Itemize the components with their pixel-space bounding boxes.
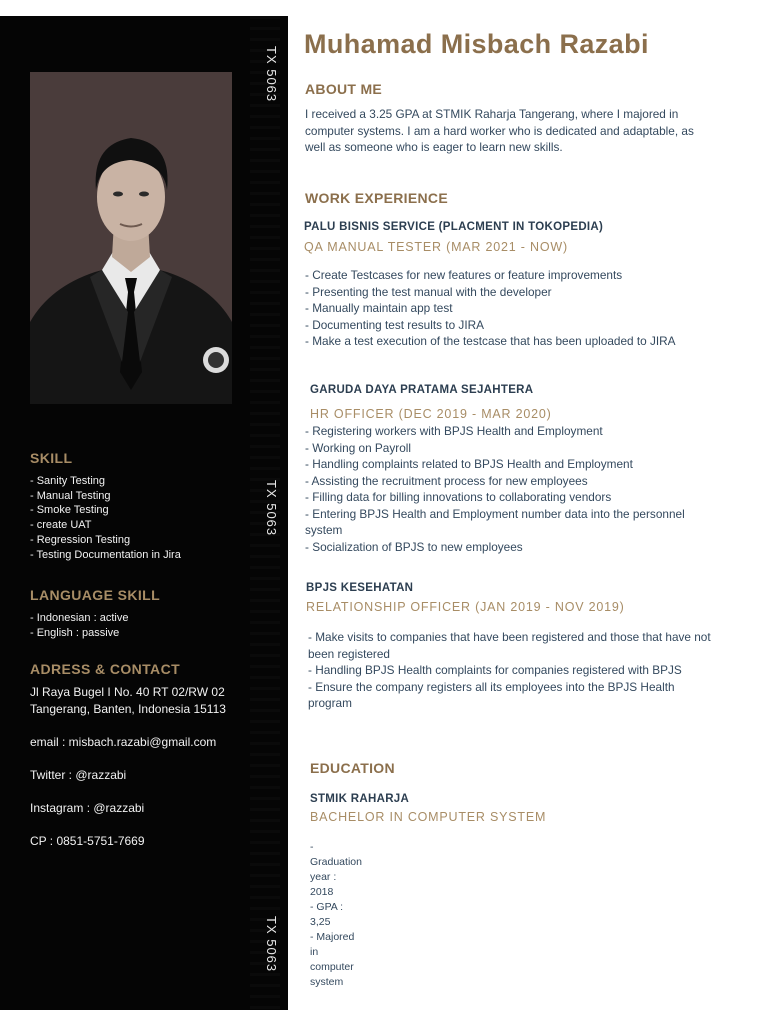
duty-item: - Handling complaints related to BPJS Health and Employment bbox=[305, 457, 633, 471]
duty-item: - Entering BPJS Health and Employment number data into the personnel system bbox=[305, 506, 685, 537]
job-role: QA MANUAL TESTER (MAR 2021 - NOW) bbox=[304, 240, 568, 254]
skill-item: - create UAT bbox=[30, 519, 92, 532]
skill-list bbox=[30, 474, 181, 562]
education-detail-item: - GPA : 3,25 bbox=[310, 901, 344, 928]
skill-item: - Testing Documentation in Jira bbox=[30, 548, 181, 561]
film-code-bottom: TX 5063 bbox=[264, 916, 279, 973]
email-text: email : misbach.razabi@gmail.com bbox=[30, 735, 217, 749]
phone-text: CP : 0851-5751-7669 bbox=[30, 834, 145, 848]
job-duties bbox=[305, 267, 710, 350]
duty-item: - Create Testcases for new features or feature improvements bbox=[305, 268, 623, 282]
job-company: PALU BISNIS SERVICE (PLACMENT IN TOKOPEDIA) bbox=[304, 221, 604, 233]
duty-item: - Handling BPJS Health complaints for companies registered with BPJS bbox=[308, 663, 682, 677]
address-line-1: Jl Raya Bugel I No. 40 RT 02/RW 02 bbox=[30, 685, 225, 699]
language-list bbox=[30, 611, 128, 640]
education-school: STMIK RAHARJA bbox=[310, 793, 410, 805]
language-item: - Indonesian : active bbox=[30, 612, 129, 624]
job-company: BPJS KESEHATAN bbox=[306, 582, 414, 594]
education-degree: BACHELOR IN COMPUTER SYSTEM bbox=[310, 810, 547, 824]
skill-item: - Sanity Testing bbox=[30, 475, 106, 487]
film-code-top: TX 5063 bbox=[264, 46, 279, 103]
work-heading: WORK EXPERIENCE bbox=[305, 190, 448, 206]
duty-item: - Documenting test results to JIRA bbox=[305, 317, 484, 332]
address-line-2: Tangerang, Banten, Indonesia 15113 bbox=[30, 702, 226, 716]
contact-heading: ADRESS & CONTACT bbox=[30, 661, 181, 677]
sidebar bbox=[0, 16, 288, 1010]
duty-item: - Assisting the recruitment process for new employees bbox=[305, 473, 588, 488]
duty-item: - Make visits to companies that have been registered and those that have not been registered bbox=[308, 630, 711, 661]
twitter-text: Twitter : @razzabi bbox=[30, 768, 127, 782]
education-detail-item: - Graduation year : 2018 bbox=[310, 841, 362, 898]
education-details bbox=[310, 840, 362, 990]
duty-item: - Filling data for billing innovations to collaborating vendors bbox=[305, 490, 612, 504]
job-duties bbox=[308, 629, 713, 712]
skill-item: - Regression Testing bbox=[30, 533, 131, 546]
job-role: RELATIONSHIP OFFICER (JAN 2019 - NOV 2019) bbox=[306, 600, 625, 614]
duty-item: - Registering workers with BPJS Health and Employment bbox=[305, 424, 603, 438]
skill-heading: SKILL bbox=[30, 450, 73, 466]
person-portrait-icon bbox=[30, 72, 232, 404]
education-heading: EDUCATION bbox=[310, 760, 395, 776]
skill-item: - Smoke Testing bbox=[30, 504, 109, 517]
duty-item: - Presenting the test manual with the developer bbox=[305, 284, 552, 299]
duty-item: - Make a test execution of the testcase that has been uploaded to JIRA bbox=[305, 334, 676, 348]
language-heading: LANGUAGE SKILL bbox=[30, 587, 161, 603]
job-role: HR OFFICER (DEC 2019 - MAR 2020) bbox=[310, 407, 552, 421]
job-company: GARUDA DAYA PRATAMA SEJAHTERA bbox=[310, 384, 534, 396]
language-item: - English : passive bbox=[30, 626, 120, 639]
profile-photo bbox=[30, 72, 232, 404]
person-name: Muhamad Misbach Razabi bbox=[304, 29, 649, 59]
skill-item: - Manual Testing bbox=[30, 489, 111, 502]
duty-item: - Manually maintain app test bbox=[305, 301, 453, 315]
education-detail-item: - Majored in computer system bbox=[310, 931, 355, 988]
duty-item: - Socialization of BPJS to new employees bbox=[305, 539, 523, 554]
film-code-middle: TX 5063 bbox=[264, 480, 279, 537]
job-duties bbox=[305, 423, 713, 555]
duty-item: - Working on Payroll bbox=[305, 440, 411, 455]
about-text: I received a 3.25 GPA at STMIK Raharja Tangerang, where I majored in computer systems. I am a hard worker who is dedicated and adaptable, as well as someone who is eager to learn new skills. bbox=[305, 107, 694, 154]
about-heading: ABOUT ME bbox=[305, 81, 383, 97]
duty-item: - Ensure the company registers all its employees into the BPJS Health program bbox=[308, 679, 675, 710]
instagram-text: Instagram : @razzabi bbox=[30, 801, 145, 815]
